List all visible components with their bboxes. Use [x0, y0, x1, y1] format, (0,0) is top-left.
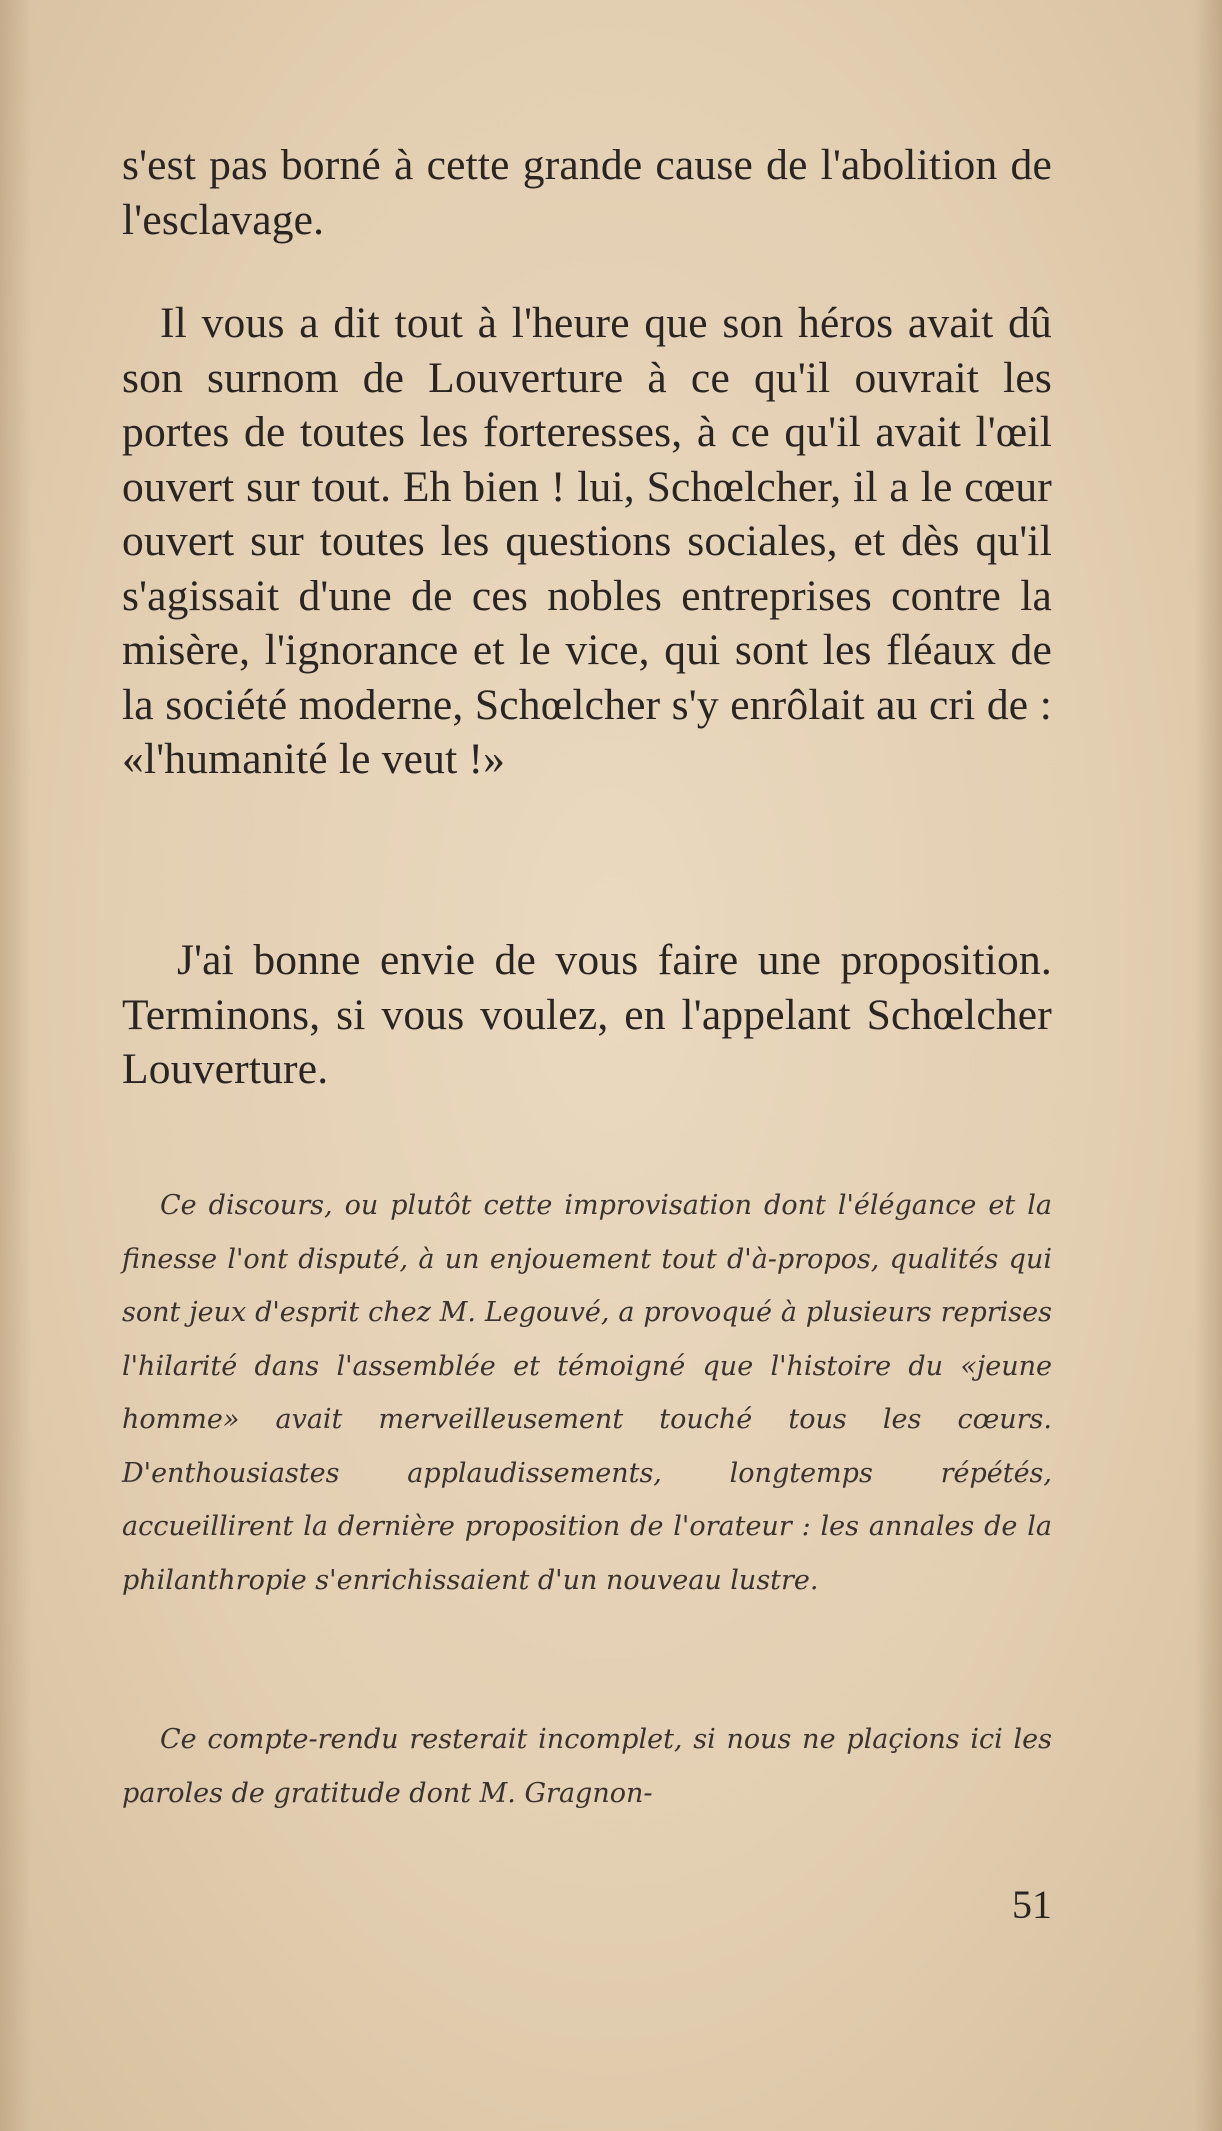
paragraph-louverture: Il vous a dit tout à l'heure que son héros avait dû son surnom de Louverture à ce qu'il ouvrait les portes de toutes les forteresses, à ce qu'il avait l'œil ouvert sur tout. Eh bien ! lui, Schœlcher, il a le cœur ouvert sur toutes les questions sociales, et dès qu'il s'agissait d'une de ces nobles entreprises contre la misère, l'ignorance et le vice, qui sont les fléaux de la société moderne, Schœlcher s'y enrôlait au cri de : «l'humanité le veut !»: [122, 299, 1052, 783]
paragraph-abolition: s'est pas borné à cette grande cause de l'abolition de l'esclavage.: [122, 141, 1052, 244]
paragraph-proposition: J'ai bonne envie de vous faire une proposition. Terminons, si vous voulez, en l'appelant Schœlcher Louverture.: [122, 936, 1052, 1093]
italic-paragraph-discours: Ce discours, ou plutôt cette improvisation dont l'élégance et la finesse l'ont disputé, à un enjouement tout d'à-propos, qualités qui sont jeux d'esprit chez M. Legouvé, a provoqué à plusieurs reprises l'hilarité dans l'assemblée et témoigné que l'histoire du «jeune homme» avait merveilleusement touché tous les cœurs. D'enthousiastes applaudissements, longtemps répétés, accueillirent la dernière proposition de l'orateur : les annales de la philanthropie s'enrichissaient d'un nouveau lustre.: [122, 1190, 1052, 1596]
italic-paragraph-compte-rendu: Ce compte-rendu resterait incomplet, si nous ne plaçions ici les paroles de gratitude dont M. Gragnon-: [122, 1724, 1052, 1809]
page-number: 51: [1012, 1882, 1052, 1927]
